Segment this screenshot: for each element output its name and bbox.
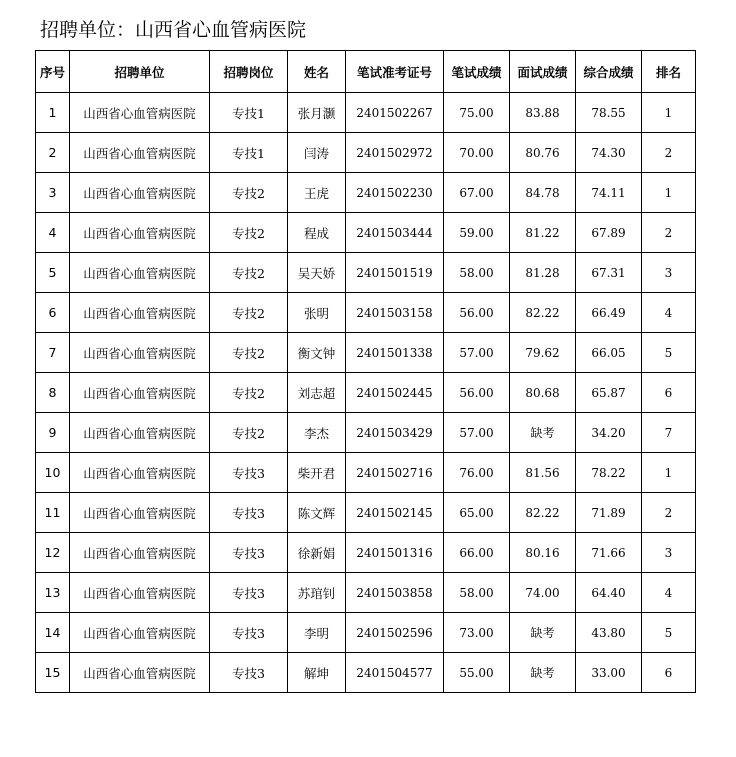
- cell-name: 衡文钟: [288, 333, 346, 373]
- cell-total-score: 78.55: [576, 93, 642, 133]
- cell-total-score: 71.66: [576, 533, 642, 573]
- table-row: [36, 373, 696, 413]
- results-table: [35, 50, 696, 693]
- cell-idx: 4: [36, 213, 70, 253]
- header-interview: 面试成绩: [510, 51, 576, 93]
- table-row: [36, 573, 696, 613]
- header-name: 姓名: [288, 51, 346, 93]
- cell-name: 张明: [288, 293, 346, 333]
- cell-written-score: 57.00: [444, 333, 510, 373]
- cell-unit: 山西省心血管病医院: [70, 333, 210, 373]
- cell-written-score: 57.00: [444, 413, 510, 453]
- table-row: [36, 213, 696, 253]
- cell-ticket: 2401501316: [346, 533, 444, 573]
- cell-unit: 山西省心血管病医院: [70, 253, 210, 293]
- cell-post: 专技2: [210, 213, 288, 253]
- cell-interview-score: 82.22: [510, 293, 576, 333]
- cell-total-score: 33.00: [576, 653, 642, 693]
- cell-ticket: 2401502230: [346, 173, 444, 213]
- cell-interview-score: 80.16: [510, 533, 576, 573]
- cell-name: 李杰: [288, 413, 346, 453]
- cell-unit: 山西省心血管病医院: [70, 573, 210, 613]
- cell-interview-score: 83.88: [510, 93, 576, 133]
- cell-unit: 山西省心血管病医院: [70, 493, 210, 533]
- cell-name: 徐新娟: [288, 533, 346, 573]
- cell-idx: 8: [36, 373, 70, 413]
- cell-ticket: 2401503158: [346, 293, 444, 333]
- cell-rank: 4: [642, 293, 696, 333]
- cell-unit: 山西省心血管病医院: [70, 93, 210, 133]
- cell-idx: 9: [36, 413, 70, 453]
- cell-post: 专技2: [210, 293, 288, 333]
- cell-post: 专技2: [210, 373, 288, 413]
- cell-interview-score: 缺考: [510, 653, 576, 693]
- cell-total-score: 66.05: [576, 333, 642, 373]
- cell-name: 张月灏: [288, 93, 346, 133]
- cell-rank: 7: [642, 413, 696, 453]
- header-post: 招聘岗位: [210, 51, 288, 93]
- cell-unit: 山西省心血管病医院: [70, 653, 210, 693]
- cell-name: 陈文辉: [288, 493, 346, 533]
- cell-name: 李明: [288, 613, 346, 653]
- cell-rank: 2: [642, 133, 696, 173]
- cell-rank: 6: [642, 653, 696, 693]
- header-rank: 排名: [642, 51, 696, 93]
- cell-total-score: 74.11: [576, 173, 642, 213]
- cell-idx: 12: [36, 533, 70, 573]
- cell-total-score: 65.87: [576, 373, 642, 413]
- cell-name: 刘志超: [288, 373, 346, 413]
- page-title: 招聘单位：山西省心血管病医院: [40, 19, 307, 41]
- cell-name: 王虎: [288, 173, 346, 213]
- cell-post: 专技3: [210, 493, 288, 533]
- cell-written-score: 58.00: [444, 573, 510, 613]
- cell-written-score: 73.00: [444, 613, 510, 653]
- cell-ticket: 2401501338: [346, 333, 444, 373]
- cell-idx: 3: [36, 173, 70, 213]
- cell-written-score: 76.00: [444, 453, 510, 493]
- cell-written-score: 67.00: [444, 173, 510, 213]
- cell-rank: 6: [642, 373, 696, 413]
- cell-rank: 1: [642, 173, 696, 213]
- cell-interview-score: 80.76: [510, 133, 576, 173]
- cell-post: 专技1: [210, 133, 288, 173]
- cell-unit: 山西省心血管病医院: [70, 213, 210, 253]
- cell-unit: 山西省心血管病医院: [70, 373, 210, 413]
- cell-written-score: 75.00: [444, 93, 510, 133]
- table-row: [36, 533, 696, 573]
- cell-interview-score: 82.22: [510, 493, 576, 533]
- cell-post: 专技3: [210, 533, 288, 573]
- header-ticket: 笔试准考证号: [346, 51, 444, 93]
- cell-post: 专技1: [210, 93, 288, 133]
- cell-post: 专技3: [210, 653, 288, 693]
- table-row: [36, 93, 696, 133]
- table-row: [36, 333, 696, 373]
- cell-idx: 2: [36, 133, 70, 173]
- cell-post: 专技2: [210, 173, 288, 213]
- cell-unit: 山西省心血管病医院: [70, 173, 210, 213]
- cell-total-score: 34.20: [576, 413, 642, 453]
- cell-rank: 1: [642, 453, 696, 493]
- table-row: [36, 493, 696, 533]
- cell-interview-score: 74.00: [510, 573, 576, 613]
- cell-ticket: 2401502596: [346, 613, 444, 653]
- cell-total-score: 64.40: [576, 573, 642, 613]
- cell-idx: 1: [36, 93, 70, 133]
- cell-interview-score: 80.68: [510, 373, 576, 413]
- table-header-row: [36, 51, 696, 93]
- cell-written-score: 65.00: [444, 493, 510, 533]
- cell-unit: 山西省心血管病医院: [70, 133, 210, 173]
- cell-rank: 4: [642, 573, 696, 613]
- cell-idx: 13: [36, 573, 70, 613]
- cell-rank: 3: [642, 533, 696, 573]
- cell-post: 专技2: [210, 253, 288, 293]
- cell-ticket: 2401504577: [346, 653, 444, 693]
- cell-ticket: 2401502716: [346, 453, 444, 493]
- cell-idx: 11: [36, 493, 70, 533]
- cell-ticket: 2401503444: [346, 213, 444, 253]
- cell-idx: 15: [36, 653, 70, 693]
- cell-idx: 14: [36, 613, 70, 653]
- table-row: [36, 253, 696, 293]
- cell-ticket: 2401502267: [346, 93, 444, 133]
- cell-rank: 1: [642, 93, 696, 133]
- cell-unit: 山西省心血管病医院: [70, 293, 210, 333]
- table-row: [36, 613, 696, 653]
- cell-written-score: 55.00: [444, 653, 510, 693]
- cell-interview-score: 缺考: [510, 413, 576, 453]
- table-body: [36, 93, 696, 693]
- cell-total-score: 67.89: [576, 213, 642, 253]
- cell-total-score: 43.80: [576, 613, 642, 653]
- cell-total-score: 74.30: [576, 133, 642, 173]
- cell-ticket: 2401501519: [346, 253, 444, 293]
- cell-unit: 山西省心血管病医院: [70, 533, 210, 573]
- cell-post: 专技3: [210, 613, 288, 653]
- cell-unit: 山西省心血管病医院: [70, 413, 210, 453]
- cell-rank: 2: [642, 213, 696, 253]
- cell-written-score: 59.00: [444, 213, 510, 253]
- cell-rank: 3: [642, 253, 696, 293]
- cell-idx: 7: [36, 333, 70, 373]
- header-idx: 序号: [36, 51, 70, 93]
- cell-post: 专技2: [210, 413, 288, 453]
- cell-name: 解坤: [288, 653, 346, 693]
- cell-ticket: 2401502972: [346, 133, 444, 173]
- cell-ticket: 2401502145: [346, 493, 444, 533]
- table-row: [36, 413, 696, 453]
- header-total: 综合成绩: [576, 51, 642, 93]
- cell-written-score: 66.00: [444, 533, 510, 573]
- cell-interview-score: 81.56: [510, 453, 576, 493]
- table-row: [36, 453, 696, 493]
- cell-written-score: 58.00: [444, 253, 510, 293]
- cell-name: 苏琯钊: [288, 573, 346, 613]
- cell-name: 柴开君: [288, 453, 346, 493]
- cell-total-score: 78.22: [576, 453, 642, 493]
- cell-interview-score: 81.22: [510, 213, 576, 253]
- table-row: [36, 133, 696, 173]
- cell-post: 专技2: [210, 333, 288, 373]
- cell-ticket: 2401503429: [346, 413, 444, 453]
- cell-total-score: 71.89: [576, 493, 642, 533]
- cell-rank: 5: [642, 333, 696, 373]
- cell-rank: 5: [642, 613, 696, 653]
- cell-name: 程成: [288, 213, 346, 253]
- cell-name: 吴天娇: [288, 253, 346, 293]
- cell-unit: 山西省心血管病医院: [70, 613, 210, 653]
- cell-interview-score: 缺考: [510, 613, 576, 653]
- header-unit: 招聘单位: [70, 51, 210, 93]
- cell-interview-score: 79.62: [510, 333, 576, 373]
- cell-idx: 6: [36, 293, 70, 333]
- cell-ticket: 2401502445: [346, 373, 444, 413]
- cell-interview-score: 84.78: [510, 173, 576, 213]
- cell-ticket: 2401503858: [346, 573, 444, 613]
- table-row: [36, 173, 696, 213]
- cell-unit: 山西省心血管病医院: [70, 453, 210, 493]
- header-written: 笔试成绩: [444, 51, 510, 93]
- cell-total-score: 67.31: [576, 253, 642, 293]
- table-row: [36, 293, 696, 333]
- cell-idx: 10: [36, 453, 70, 493]
- cell-written-score: 56.00: [444, 293, 510, 333]
- cell-idx: 5: [36, 253, 70, 293]
- cell-name: 闫涛: [288, 133, 346, 173]
- cell-written-score: 70.00: [444, 133, 510, 173]
- cell-total-score: 66.49: [576, 293, 642, 333]
- table-row: [36, 653, 696, 693]
- cell-post: 专技3: [210, 573, 288, 613]
- cell-written-score: 56.00: [444, 373, 510, 413]
- cell-interview-score: 81.28: [510, 253, 576, 293]
- cell-post: 专技3: [210, 453, 288, 493]
- cell-rank: 2: [642, 493, 696, 533]
